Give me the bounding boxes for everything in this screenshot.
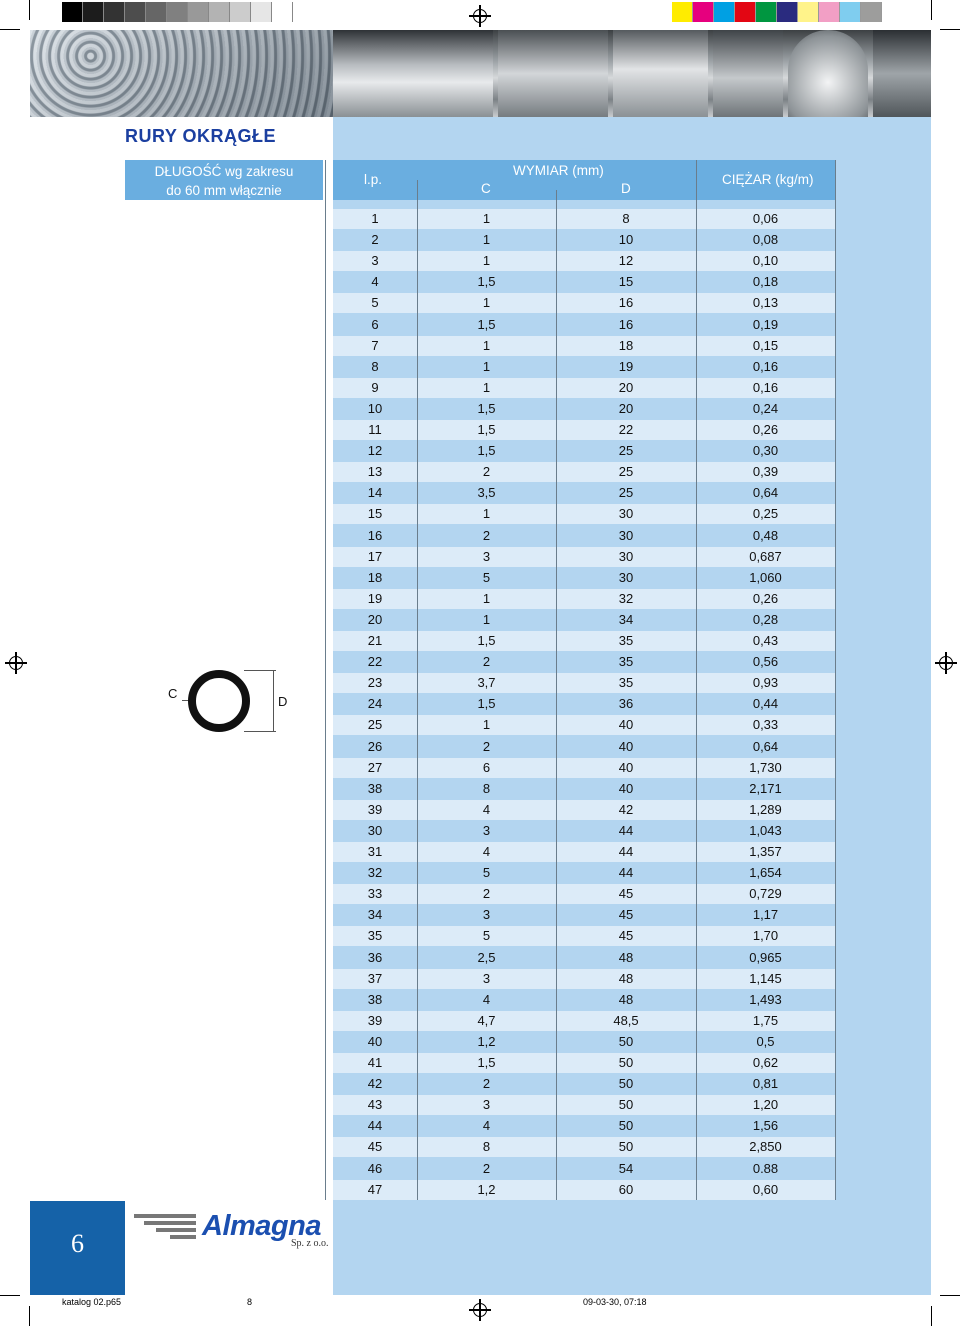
color-calibration-bar — [672, 2, 882, 22]
cell-d: 25 — [618, 464, 634, 480]
cell-d: 48,5 — [613, 1012, 639, 1028]
cell-lp: 35 — [367, 928, 383, 944]
tube-cross-section — [188, 670, 250, 732]
cell-d: 12 — [618, 253, 634, 269]
cell-weight: 1,56 — [752, 1118, 779, 1134]
cell-d: 48 — [618, 949, 634, 965]
cell-d: 30 — [618, 548, 634, 564]
cell-c: 1 — [482, 379, 491, 395]
cell-weight: 0,687 — [749, 548, 782, 564]
cell-d: 40 — [618, 759, 634, 775]
length-range-box — [125, 160, 323, 200]
header-c: C — [481, 181, 491, 196]
cell-c: 3 — [482, 548, 491, 564]
crop-mark — [0, 1295, 20, 1296]
cell-lp: 21 — [367, 633, 383, 648]
cell-lp: 4 — [371, 274, 379, 290]
cell-c: 1,5 — [477, 316, 496, 332]
table-row — [333, 1053, 835, 1073]
table-row — [333, 1116, 835, 1136]
table-row — [333, 863, 835, 883]
crop-mark — [29, 0, 30, 20]
table-row — [333, 504, 835, 524]
cell-lp: 3 — [371, 253, 379, 269]
cell-c: 3 — [482, 1097, 491, 1113]
cell-d: 54 — [618, 1160, 634, 1176]
cell-weight: 0,33 — [752, 717, 779, 733]
cell-d: 15 — [618, 274, 634, 290]
cell-c: 3 — [482, 970, 491, 986]
cell-lp: 11 — [368, 422, 382, 437]
cell-c: 8 — [482, 1139, 491, 1155]
cell-lp: 7 — [371, 337, 379, 353]
cell-weight: 1,70 — [752, 928, 779, 944]
cell-weight: 0,06 — [752, 211, 779, 226]
table-row — [333, 1180, 835, 1200]
cell-d: 32 — [618, 590, 634, 606]
table-row — [333, 420, 835, 440]
table-row — [333, 568, 835, 588]
cell-c: 1 — [482, 717, 491, 733]
cell-c: 4 — [482, 991, 491, 1007]
cell-weight: 0,08 — [752, 232, 779, 248]
cell-c: 1,5 — [477, 422, 496, 437]
cell-c: 2 — [482, 886, 491, 902]
cell-d: 35 — [618, 654, 634, 670]
table-row — [333, 230, 835, 250]
cell-weight: 0,44 — [752, 696, 779, 712]
registration-mark-top — [469, 5, 491, 27]
cell-lp: 19 — [367, 590, 383, 606]
cell-lp: 1 — [371, 211, 379, 226]
cell-lp: 22 — [367, 654, 383, 670]
cell-d: 34 — [618, 611, 634, 627]
registration-mark-right — [935, 652, 957, 674]
cell-d: 48 — [618, 970, 634, 986]
cell-d: 25 — [618, 443, 634, 459]
cell-weight: 1,357 — [749, 844, 782, 859]
cell-d: 40 — [618, 738, 634, 754]
cell-lp: 45 — [367, 1139, 383, 1155]
cell-lp: 40 — [367, 1033, 383, 1049]
header-ciezar: CIĘŻAR (kg/m) — [722, 172, 814, 187]
page-title: RURY OKRĄGŁE — [125, 126, 277, 146]
cell-c: 5 — [482, 865, 491, 881]
cell-d: 35 — [618, 633, 634, 648]
cell-d: 45 — [618, 907, 634, 923]
cell-d: 45 — [618, 928, 634, 944]
table-row — [333, 926, 835, 946]
cell-c: 8 — [482, 780, 491, 796]
header-d: D — [621, 181, 631, 196]
table-row — [333, 821, 835, 841]
cell-d: 30 — [618, 569, 634, 585]
cell-weight: 0,16 — [752, 358, 779, 374]
cell-c: 1,5 — [477, 274, 496, 290]
cell-c: 1,5 — [477, 633, 496, 648]
cell-d: 50 — [618, 1076, 634, 1092]
crop-mark — [940, 29, 960, 30]
cell-c: 2 — [482, 738, 491, 754]
cell-c: 4 — [482, 801, 491, 817]
cell-d: 8 — [622, 211, 630, 226]
cell-weight: 1,730 — [749, 759, 782, 775]
cell-weight: 0,48 — [752, 527, 779, 543]
registration-mark-left — [5, 652, 27, 674]
table-row — [333, 1159, 835, 1179]
cell-d: 44 — [618, 865, 634, 881]
cell-weight: 2,171 — [749, 780, 782, 796]
cell-weight: 0,24 — [752, 400, 779, 416]
cell-weight: 0,43 — [752, 633, 779, 648]
cell-c: 1 — [482, 337, 491, 353]
table-row — [333, 1032, 835, 1052]
cell-weight: 0,10 — [752, 253, 779, 269]
table-row — [333, 800, 835, 820]
table-row — [333, 315, 835, 335]
table-row — [333, 293, 835, 313]
cell-lp: 32 — [367, 865, 383, 881]
cell-c: 1,5 — [477, 400, 496, 416]
table-row — [333, 715, 835, 735]
cell-weight: 0,965 — [749, 949, 782, 965]
diameter-dimension-line — [273, 670, 274, 732]
cell-d: 45 — [618, 886, 634, 902]
cell-c: 1 — [482, 358, 491, 374]
header-wymiar: WYMIAR (mm) — [513, 163, 604, 178]
table-row — [333, 969, 835, 989]
table-row — [333, 1095, 835, 1115]
cell-lp: 34 — [367, 907, 383, 923]
cell-weight: 1,654 — [749, 865, 782, 881]
cell-lp: 47 — [367, 1181, 383, 1197]
cell-lp: 15 — [367, 506, 383, 522]
cell-lp: 8 — [371, 358, 379, 374]
cell-c: 4 — [482, 844, 491, 859]
cell-d: 50 — [618, 1139, 634, 1155]
cell-c: 2 — [482, 527, 491, 543]
diagram-label-c: C — [168, 686, 178, 701]
cell-c: 4 — [482, 1118, 491, 1134]
table-row — [333, 441, 835, 461]
footer-filename: katalog 02.p65 — [62, 1297, 122, 1307]
table-divider — [696, 160, 697, 1200]
cell-d: 40 — [618, 780, 634, 796]
table-row — [333, 526, 835, 546]
table-row — [333, 1137, 835, 1157]
table-row — [333, 378, 835, 398]
cell-d: 48 — [618, 991, 634, 1007]
cell-d: 16 — [618, 316, 634, 332]
crop-mark — [940, 1295, 960, 1296]
cell-weight: 0,28 — [752, 611, 779, 627]
table-divider — [325, 160, 326, 1200]
cell-lp: 25 — [367, 717, 383, 733]
table-row — [333, 990, 835, 1010]
table-row — [333, 1074, 835, 1094]
table-row — [333, 399, 835, 419]
cell-d: 30 — [618, 506, 634, 522]
cell-d: 50 — [618, 1055, 634, 1070]
length-line-2: do 60 mm włącznie — [166, 183, 282, 198]
cell-lp: 38 — [367, 991, 383, 1007]
logo-stripes-icon — [134, 1214, 196, 1240]
cell-weight: 1,17 — [752, 907, 779, 923]
cell-d: 42 — [618, 801, 634, 817]
cell-weight: 1,043 — [749, 822, 782, 838]
cell-lp: 42 — [367, 1076, 383, 1092]
footer-timestamp: 09-03-30, 07:18 — [583, 1297, 647, 1307]
cell-weight: 0,64 — [752, 485, 779, 501]
cell-weight: 0,56 — [752, 654, 779, 670]
cell-c: 1 — [482, 506, 491, 522]
cell-lp: 6 — [371, 316, 379, 332]
table-row — [333, 737, 835, 757]
cell-d: 44 — [618, 844, 634, 859]
cell-lp: 23 — [367, 675, 383, 691]
cell-c: 1,2 — [477, 1033, 496, 1049]
cell-weight: 0,64 — [752, 738, 779, 754]
cell-weight: 0,15 — [752, 337, 779, 353]
crop-mark — [931, 0, 932, 20]
cell-weight: 0,18 — [752, 274, 779, 290]
cell-d: 50 — [618, 1097, 634, 1113]
cell-lp: 13 — [367, 464, 383, 480]
cell-d: 44 — [618, 822, 634, 838]
cell-d: 22 — [618, 422, 634, 437]
cell-lp: 33 — [367, 886, 383, 902]
cell-c: 3,7 — [477, 675, 496, 691]
table-divider — [417, 180, 418, 1200]
table-row — [333, 336, 835, 356]
table-row — [333, 483, 835, 503]
cell-d: 36 — [618, 696, 634, 712]
table-row — [333, 547, 835, 567]
cell-weight: 1,289 — [749, 801, 782, 817]
cell-d: 25 — [618, 485, 634, 501]
table-header — [333, 160, 835, 200]
table-row — [333, 272, 835, 292]
cell-c: 1 — [482, 590, 491, 606]
cell-d: 10 — [618, 232, 634, 248]
cell-c: 1 — [482, 253, 491, 269]
table-row — [333, 589, 835, 609]
cell-c: 2 — [482, 464, 491, 480]
cell-c: 2 — [482, 1160, 491, 1176]
cell-lp: 31 — [367, 844, 383, 859]
cell-d: 18 — [618, 337, 634, 353]
cell-weight: 0,729 — [749, 886, 782, 902]
crop-mark — [0, 29, 20, 30]
cell-lp: 38 — [367, 780, 383, 796]
cell-d: 19 — [618, 358, 634, 374]
cell-weight: 1,060 — [749, 569, 782, 585]
cell-c: 5 — [482, 569, 491, 585]
cell-c: 1 — [482, 611, 491, 627]
table-row — [333, 694, 835, 714]
cell-weight: 0,26 — [752, 590, 779, 606]
diagram-label-d: D — [278, 694, 288, 709]
cell-c: 2 — [482, 654, 491, 670]
registration-mark-bottom — [469, 1299, 491, 1321]
cell-weight: 0,39 — [752, 464, 779, 480]
cell-weight: 0,30 — [752, 443, 779, 459]
table-divider — [835, 160, 836, 1200]
cell-d: 40 — [618, 717, 634, 733]
crop-mark — [931, 1306, 932, 1326]
aluminium-profiles-photo — [333, 30, 931, 117]
table-row — [333, 905, 835, 925]
cell-d: 50 — [618, 1033, 634, 1049]
cell-lp: 2 — [371, 232, 379, 248]
cell-weight: 0,19 — [752, 316, 779, 332]
table-row — [333, 1011, 835, 1031]
table-row — [333, 209, 835, 229]
cell-c: 3 — [482, 822, 491, 838]
cell-c: 3,5 — [477, 485, 496, 501]
header-lp: l.p. — [364, 172, 383, 187]
crop-mark — [29, 1306, 30, 1326]
page-number: 6 — [71, 1229, 84, 1258]
table-row — [333, 842, 835, 862]
table-row — [333, 251, 835, 271]
cell-weight: 0,26 — [752, 422, 779, 437]
cell-c: 4,7 — [477, 1012, 496, 1028]
cell-c: 5 — [482, 928, 491, 944]
cell-lp: 39 — [367, 801, 383, 817]
company-logo: Almagna — [202, 1210, 321, 1242]
cell-lp: 43 — [367, 1097, 383, 1113]
cell-lp: 16 — [367, 527, 383, 543]
table-row — [333, 610, 835, 630]
length-line-1: DŁUGOŚĆ wg zakresu — [154, 164, 294, 179]
company-logo-suffix: Sp. z o.o. — [291, 1238, 329, 1249]
cell-lp: 20 — [367, 611, 383, 627]
cell-d: 60 — [618, 1181, 634, 1197]
cell-c: 1 — [482, 295, 491, 311]
cell-lp: 5 — [371, 295, 379, 311]
cell-c: 1 — [482, 232, 491, 248]
cell-weight: 1,145 — [749, 970, 782, 986]
table-row — [333, 652, 835, 672]
cell-lp: 17 — [367, 548, 383, 564]
cell-c: 6 — [482, 759, 491, 775]
diameter-extension-line — [244, 731, 276, 732]
table-row — [333, 884, 835, 904]
cell-lp: 9 — [371, 379, 379, 395]
cell-lp: 10 — [367, 400, 383, 416]
cell-weight: 0,60 — [752, 1181, 779, 1197]
cell-lp: 44 — [367, 1118, 383, 1134]
cell-lp: 14 — [367, 485, 383, 501]
cell-d: 20 — [618, 379, 634, 395]
cell-weight: 0,93 — [752, 675, 779, 691]
table-row — [333, 779, 835, 799]
cell-lp: 36 — [367, 949, 383, 965]
cell-lp: 41 — [367, 1055, 383, 1070]
cell-weight: 1,75 — [752, 1012, 779, 1028]
cell-c: 2 — [482, 1076, 491, 1092]
cell-weight: 2,850 — [749, 1139, 782, 1155]
table-row — [333, 948, 835, 968]
cell-lp: 18 — [367, 569, 383, 585]
cell-c: 1,5 — [477, 1055, 496, 1070]
cell-weight: 0,25 — [752, 506, 779, 522]
cell-lp: 12 — [367, 443, 383, 459]
cell-d: 16 — [618, 295, 634, 311]
cell-c: 1,2 — [477, 1181, 496, 1197]
cell-d: 50 — [618, 1118, 634, 1134]
cell-weight: 0,16 — [752, 379, 779, 395]
cell-lp: 37 — [367, 970, 383, 986]
cell-d: 20 — [618, 400, 634, 416]
cell-lp: 27 — [367, 759, 383, 775]
table-row — [333, 357, 835, 377]
cell-weight: 0.88 — [752, 1160, 779, 1176]
table-row — [333, 758, 835, 778]
cell-lp: 39 — [367, 1012, 383, 1028]
cell-d: 35 — [618, 675, 634, 691]
textured-aluminium-photo — [30, 30, 333, 117]
cell-weight: 0,5 — [756, 1033, 775, 1049]
cell-c: 1,5 — [477, 443, 496, 459]
table-divider — [556, 190, 557, 1200]
diameter-extension-line — [244, 670, 276, 671]
cell-lp: 46 — [367, 1160, 383, 1176]
cell-weight: 1,493 — [749, 991, 782, 1007]
grey-calibration-bar — [62, 2, 293, 22]
cell-d: 30 — [618, 527, 634, 543]
cell-c: 1,5 — [477, 696, 496, 712]
table-row — [333, 462, 835, 482]
cell-lp: 26 — [367, 738, 383, 754]
cell-lp: 30 — [367, 822, 383, 838]
cell-lp: 24 — [367, 696, 383, 712]
cell-weight: 0,62 — [752, 1055, 779, 1070]
table-row — [333, 673, 835, 693]
footer-sheet-number: 8 — [247, 1297, 253, 1307]
cell-weight: 1,20 — [752, 1097, 779, 1113]
cell-c: 2,5 — [477, 949, 496, 965]
table-row — [333, 631, 835, 651]
cell-weight: 0,81 — [752, 1076, 779, 1092]
cell-c: 3 — [482, 907, 491, 923]
cell-weight: 0,13 — [752, 295, 779, 311]
cell-c: 1 — [482, 211, 491, 226]
